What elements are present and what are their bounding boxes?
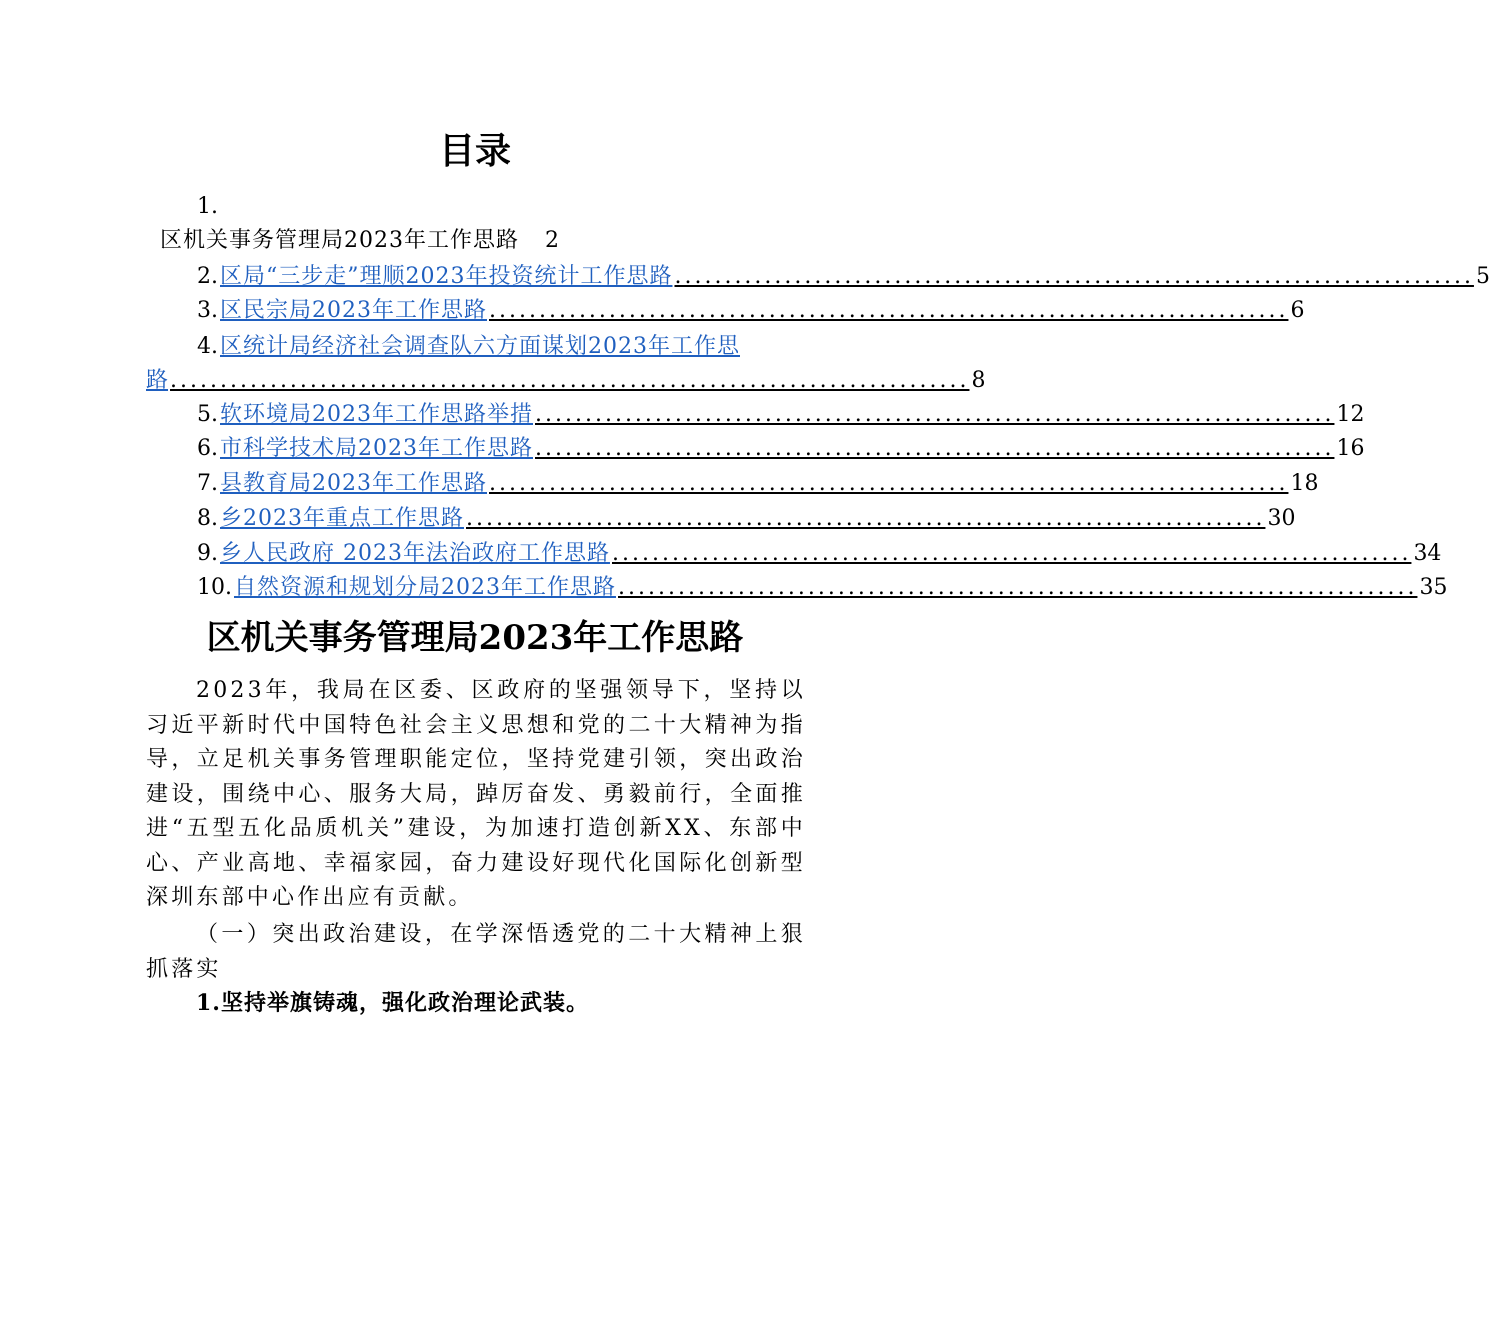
toc-item-10[interactable] — [197, 569, 1448, 603]
toc-leader-dots: ................................................................................ — [618, 575, 1418, 600]
toc-item-link[interactable]: 自然资源和规划分局2023年工作思路 — [234, 575, 616, 600]
toc-item-number: 3. — [197, 298, 218, 323]
toc-leader-dots: ................................................................................ — [674, 264, 1474, 289]
toc-item-1[interactable] — [160, 226, 560, 256]
document-heading: 区机关事务管理局2023年工作思路 — [206, 618, 744, 658]
toc-item-page: 35 — [1419, 575, 1448, 600]
toc-item-1-number: 1. — [197, 194, 218, 219]
body-paragraph: 2023年，我局在区委、区政府的坚强领导下，坚持以习近平新时代中国特色社会主义思想和党的二十大精神为指导，立足机关事务管理职能定位，坚持党建引领，突出政治建设，围绕中心、服务大局，踔厉奋发、勇毅前行，全面推进“五型五化品质机关”建设，为加速打造创新XX、东部中心、产业高地、幸福家园，奋力建设好现代化国际化创新型深圳东部中心作出应有贡献。 — [146, 678, 806, 910]
toc-item-number: 5. — [197, 402, 218, 427]
toc-item-number: 8. — [197, 506, 218, 531]
toc-item-link[interactable]: 区民宗局2023年工作思路 — [220, 298, 487, 323]
toc-item-link[interactable]: 乡人民政府 2023年法治政府工作思路 — [220, 541, 610, 566]
toc-item-link[interactable]: 乡2023年重点工作思路 — [220, 506, 464, 531]
toc-item-link[interactable]: 软环境局2023年工作思路举措 — [220, 402, 533, 427]
toc-leader-dots: ................................................................................ — [466, 506, 1266, 531]
toc-item-4[interactable] — [197, 328, 805, 362]
toc-item-6[interactable] — [197, 430, 1365, 464]
toc-title: 目录 — [438, 130, 511, 172]
toc-item-page: 5 — [1475, 264, 1490, 289]
toc-item-2[interactable] — [197, 258, 1490, 292]
toc-item-page: 8 — [971, 368, 986, 393]
toc-leader-dots: ................................................................................ — [535, 402, 1335, 427]
toc-leader-dots: ................................................................................ — [489, 298, 1289, 323]
toc-item-page: 16 — [1336, 436, 1365, 461]
toc-item-number: 6. — [197, 436, 218, 461]
toc-leader-dots: ................................................................................ — [489, 471, 1289, 496]
toc-item-link[interactable]: 县教育局2023年工作思路 — [220, 471, 487, 496]
toc-item-page: 12 — [1336, 402, 1365, 427]
toc-item-link[interactable]: 区局“三步走”理顺2023年投资统计工作思路 — [220, 264, 673, 289]
section-heading: （一）突出政治建设，在学深悟透党的二十大精神上狠抓落实 — [146, 922, 806, 982]
toc-item-5[interactable] — [197, 396, 1365, 430]
toc-item-1-page: 2 — [545, 228, 560, 253]
toc-item-8[interactable] — [197, 500, 1296, 534]
toc-item-1-label: 区机关事务管理局2023年工作思路 — [160, 228, 519, 253]
toc-item-page: 6 — [1290, 298, 1305, 323]
toc-item-number: 9. — [197, 541, 218, 566]
toc-item-page: 18 — [1290, 471, 1319, 496]
toc-leader-dots: ................................................................................ — [170, 368, 970, 393]
subsection-heading: 1.坚持举旗铸魂，强化政治理论武装。 — [196, 990, 589, 1016]
toc-item-9[interactable] — [197, 535, 1442, 569]
toc-item-number: 2. — [197, 264, 218, 289]
toc-item-4-continuation[interactable] — [146, 362, 986, 396]
toc-item-page: 30 — [1267, 506, 1296, 531]
toc-item-3[interactable] — [197, 292, 1305, 326]
toc-item-link-continuation[interactable]: 路 — [146, 368, 169, 393]
toc-item-number: 10. — [197, 575, 232, 600]
toc-item-link[interactable]: 市科学技术局2023年工作思路 — [220, 436, 533, 461]
toc-item-number: 4. — [197, 334, 218, 359]
toc-leader-dots: ................................................................................ — [535, 436, 1335, 461]
toc-item-link[interactable]: 区统计局经济社会调查队六方面谋划2023年工作思 — [220, 334, 740, 359]
toc-item-number: 7. — [197, 471, 218, 496]
toc-leader-dots: ................................................................................ — [611, 541, 1412, 566]
toc-item-7[interactable] — [197, 465, 1319, 499]
toc-item-page: 34 — [1413, 541, 1442, 566]
